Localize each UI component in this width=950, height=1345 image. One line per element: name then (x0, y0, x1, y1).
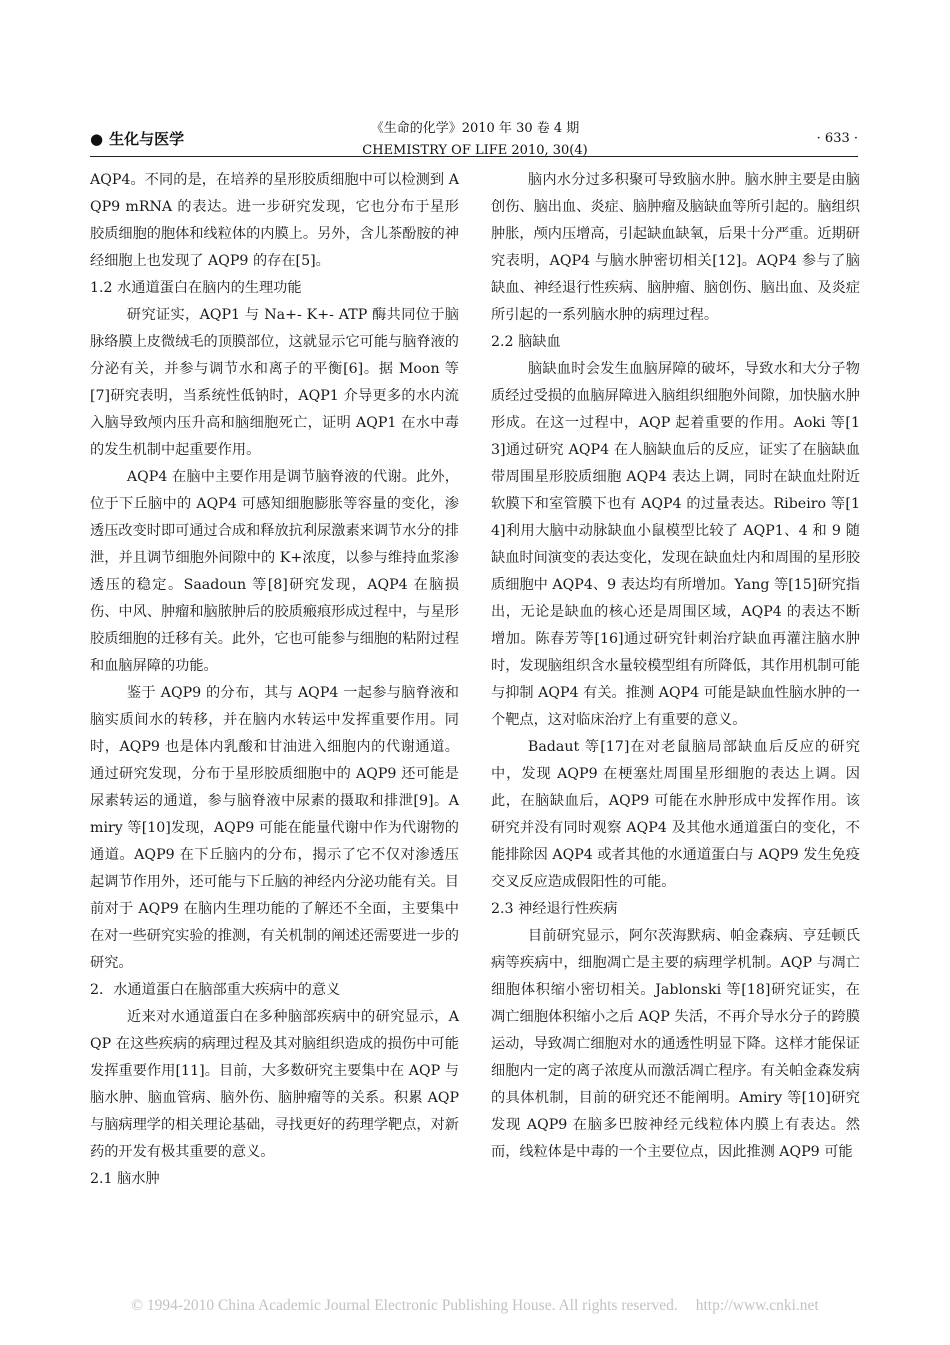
section-title: 生化与医学 (109, 130, 185, 148)
paragraph: Badaut 等[17]在对老鼠脑局部缺血后反应的研究中，发现 AQP9 在梗塞灶周围星形细胞的表达上调。因此，在脑缺血后，AQP9 可能在水肿形成中发挥作用。该研究并没有同时观察 AQP4 及其他水通道蛋白的变化，不能排除因 AQP4 或者其他的水通道蛋白与 AQP9 发生免疫交叉反应造成假阳性的可能。 (491, 739, 860, 890)
section-heading: 2.2 脑缺血 (491, 334, 561, 350)
paragraph: 研究证实，AQP1 与 Na+- K+- ATP 酶共同位于脑脉络膜上皮微绒毛的顶膜部位，这就显示它可能与脑脊液的分泌有关，并参与调节水和离子的平衡[6]。据 Moon 等[7]研究表明，当系统性低钠时，AQP1 介导更多的水内流入脑导致颅内压升高和脑细胞死亡，证明 AQP1 在水中毒的发生机制中起重要作用。 (90, 307, 459, 458)
footer-url: http://www.cnki.net (695, 1297, 819, 1314)
paragraph-continued: AQP4。不同的是，在培养的星形胶质细胞中可以检测到 AQP9 mRNA 的表达。进一步研究发现，它也分布于星形胶质细胞的胞体和线粒体的内膜上。另外，含儿茶酚胺的神经细胞上也发现了 AQP9 的存在[5]。 (90, 172, 459, 269)
paragraph: 鉴于 AQP9 的分布，其与 AQP4 一起参与脑脊液和脑实质间水的转移，并在脑内水转运中发挥重要作用。同时，AQP9 也是体内乳酸和甘油进入细胞内的代谢通道。通过研究发现，分布于星形胶质细胞中的 AQP9 还可能是尿素转运的通道，参与脑脊液中尿素的摄取和排泄[9]。Amiry 等[10]发现，AQP9 可能在能量代谢中作为代谢物的通道。AQP9 在下丘脑内的分布，揭示了它不仅对渗透压起调节作用外，还可能与下丘脑的神经内分泌功能有关。目前对于 AQP9 在脑内生理功能的了解还不全面，主要集中在对一些研究实验的推测，有关机制的阐述还需要进一步的研究。 (90, 685, 459, 971)
paragraph: 脑内水分过多积聚可导致脑水肿。脑水肿主要是由脑创伤、脑出血、炎症、脑肿瘤及脑缺血等所引起的。脑组织肿胀，颅内压增高，引起缺血缺氧，后果十分严重。近期研究表明，AQP4 与脑水肿密切相关[12]。AQP4 参与了脑缺血、神经退行性疾病、脑肿瘤、脑创伤、脑出血、及炎症所引起的一系列脑水肿的病理过程。 (491, 172, 860, 323)
paragraph: 脑缺血时会发生血脑屏障的破坏，导致水和大分子物质经过受损的血脑屏障进入脑组织细胞外间隙，加快脑水肿形成。在这一过程中，AQP 起着重要的作用。Aoki 等[13]通过研究 AQP4 在人脑缺血后的反应，证实了在脑缺血带周围星形胶质细胞 AQP4 表达上调，同时在缺血灶附近软膜下和室管膜下也有 AQP4 的过量表达。Ribeiro 等[14]利用大脑中动脉缺血小鼠模型比较了 AQP1、4 和 9 随缺血时间演变的表达变化，发现在缺血灶内和周围的星形胶质细胞中 AQP4、9 表达均有所增加。Yang 等[15]研究指出，无论是缺血的核心还是周围区域，AQP4 的表达不断增加。陈春芳等[16]通过研究针刺治疗缺血再灌注脑水肿时，发现脑组织含水量较模型组有所降低，其作用机制可能与抑制 AQP4 有关。推测 AQP4 可能是缺血性脑水肿的一个靶点，这对临床治疗上有重要的意义。 (491, 361, 860, 728)
right-column (491, 167, 860, 1166)
page-number: · 633 · (816, 131, 858, 146)
footer (0, 1297, 950, 1315)
journal-title-cn: 《生命的化学》2010 年 30 卷 4 期 (370, 121, 580, 136)
left-column (90, 167, 459, 1193)
section-heading: 2.3 神经退行性疾病 (491, 901, 618, 917)
paragraph: 目前研究显示，阿尔茨海默病、帕金森病、亨廷顿氏病等疾病中，细胞凋亡是主要的病理学机制。AQP 与凋亡细胞体积缩小密切相关。Jablonski 等[18]研究证实，在凋亡细胞体积缩小之后 AQP 失活，不再介导水分子的跨膜运动，导致凋亡细胞对水的通透性明显下降。这样才能保证细胞内一定的离子浓度从而激活凋亡程序。有关帕金森发病的具体机制，目前的研究还不能阐明。Amiry 等[10]研究发现 AQP9 在脑多巴胺神经元线粒体内膜上有表达。然而，线粒体是中毒的一个主要位点，因此推测 AQP9 可能 (491, 928, 860, 1160)
paragraph: 近来对水通道蛋白在多种脑部疾病中的研究显示，AQP 在这些疾病的病理过程及其对脑组织造成的损伤中可能发挥重要作用[11]。目前，大多数研究主要集中在 AQP 与脑水肿、脑血管病、脑外伤、脑肿瘤等的关系。积累 AQP 与脑病理学的相关理论基础，寻找更好的药理学靶点，对新药的开发有极其重要的意义。 (90, 1009, 459, 1160)
section-heading: 2．水通道蛋白在脑部重大疾病中的意义 (90, 982, 341, 998)
bullet-icon: ● (90, 130, 104, 148)
section-label (90, 128, 184, 149)
paragraph: AQP4 在脑中主要作用是调节脑脊液的代谢。此外，位于下丘脑中的 AQP4 可感知细胞膨胀等容量的变化，渗透压改变时即可通过合成和释放抗利尿激素来调节水分的排泄，并且调节细胞外间隙中的 K+浓度，以参与维持血浆渗透压的稳定。Saadoun 等[8]研究发现，AQP4 在脑损伤、中风、肿瘤和脑脓肿后的胶质瘢痕形成过程中，与星形胶质细胞的迁移有关。此外，它也可能参与细胞的粘附过程和血脑屏障的功能。 (90, 469, 459, 674)
section-heading: 2.1 脑水肿 (90, 1171, 160, 1187)
journal-title-en: CHEMISTRY OF LIFE 2010, 30(4) (362, 143, 588, 158)
section-heading: 1.2 水通道蛋白在脑内的生理功能 (90, 280, 302, 296)
header-divider (90, 156, 858, 157)
footer-copyright: © 1994-2010 China Academic Journal Electronic Publishing House. All rights reserved. (131, 1297, 678, 1314)
